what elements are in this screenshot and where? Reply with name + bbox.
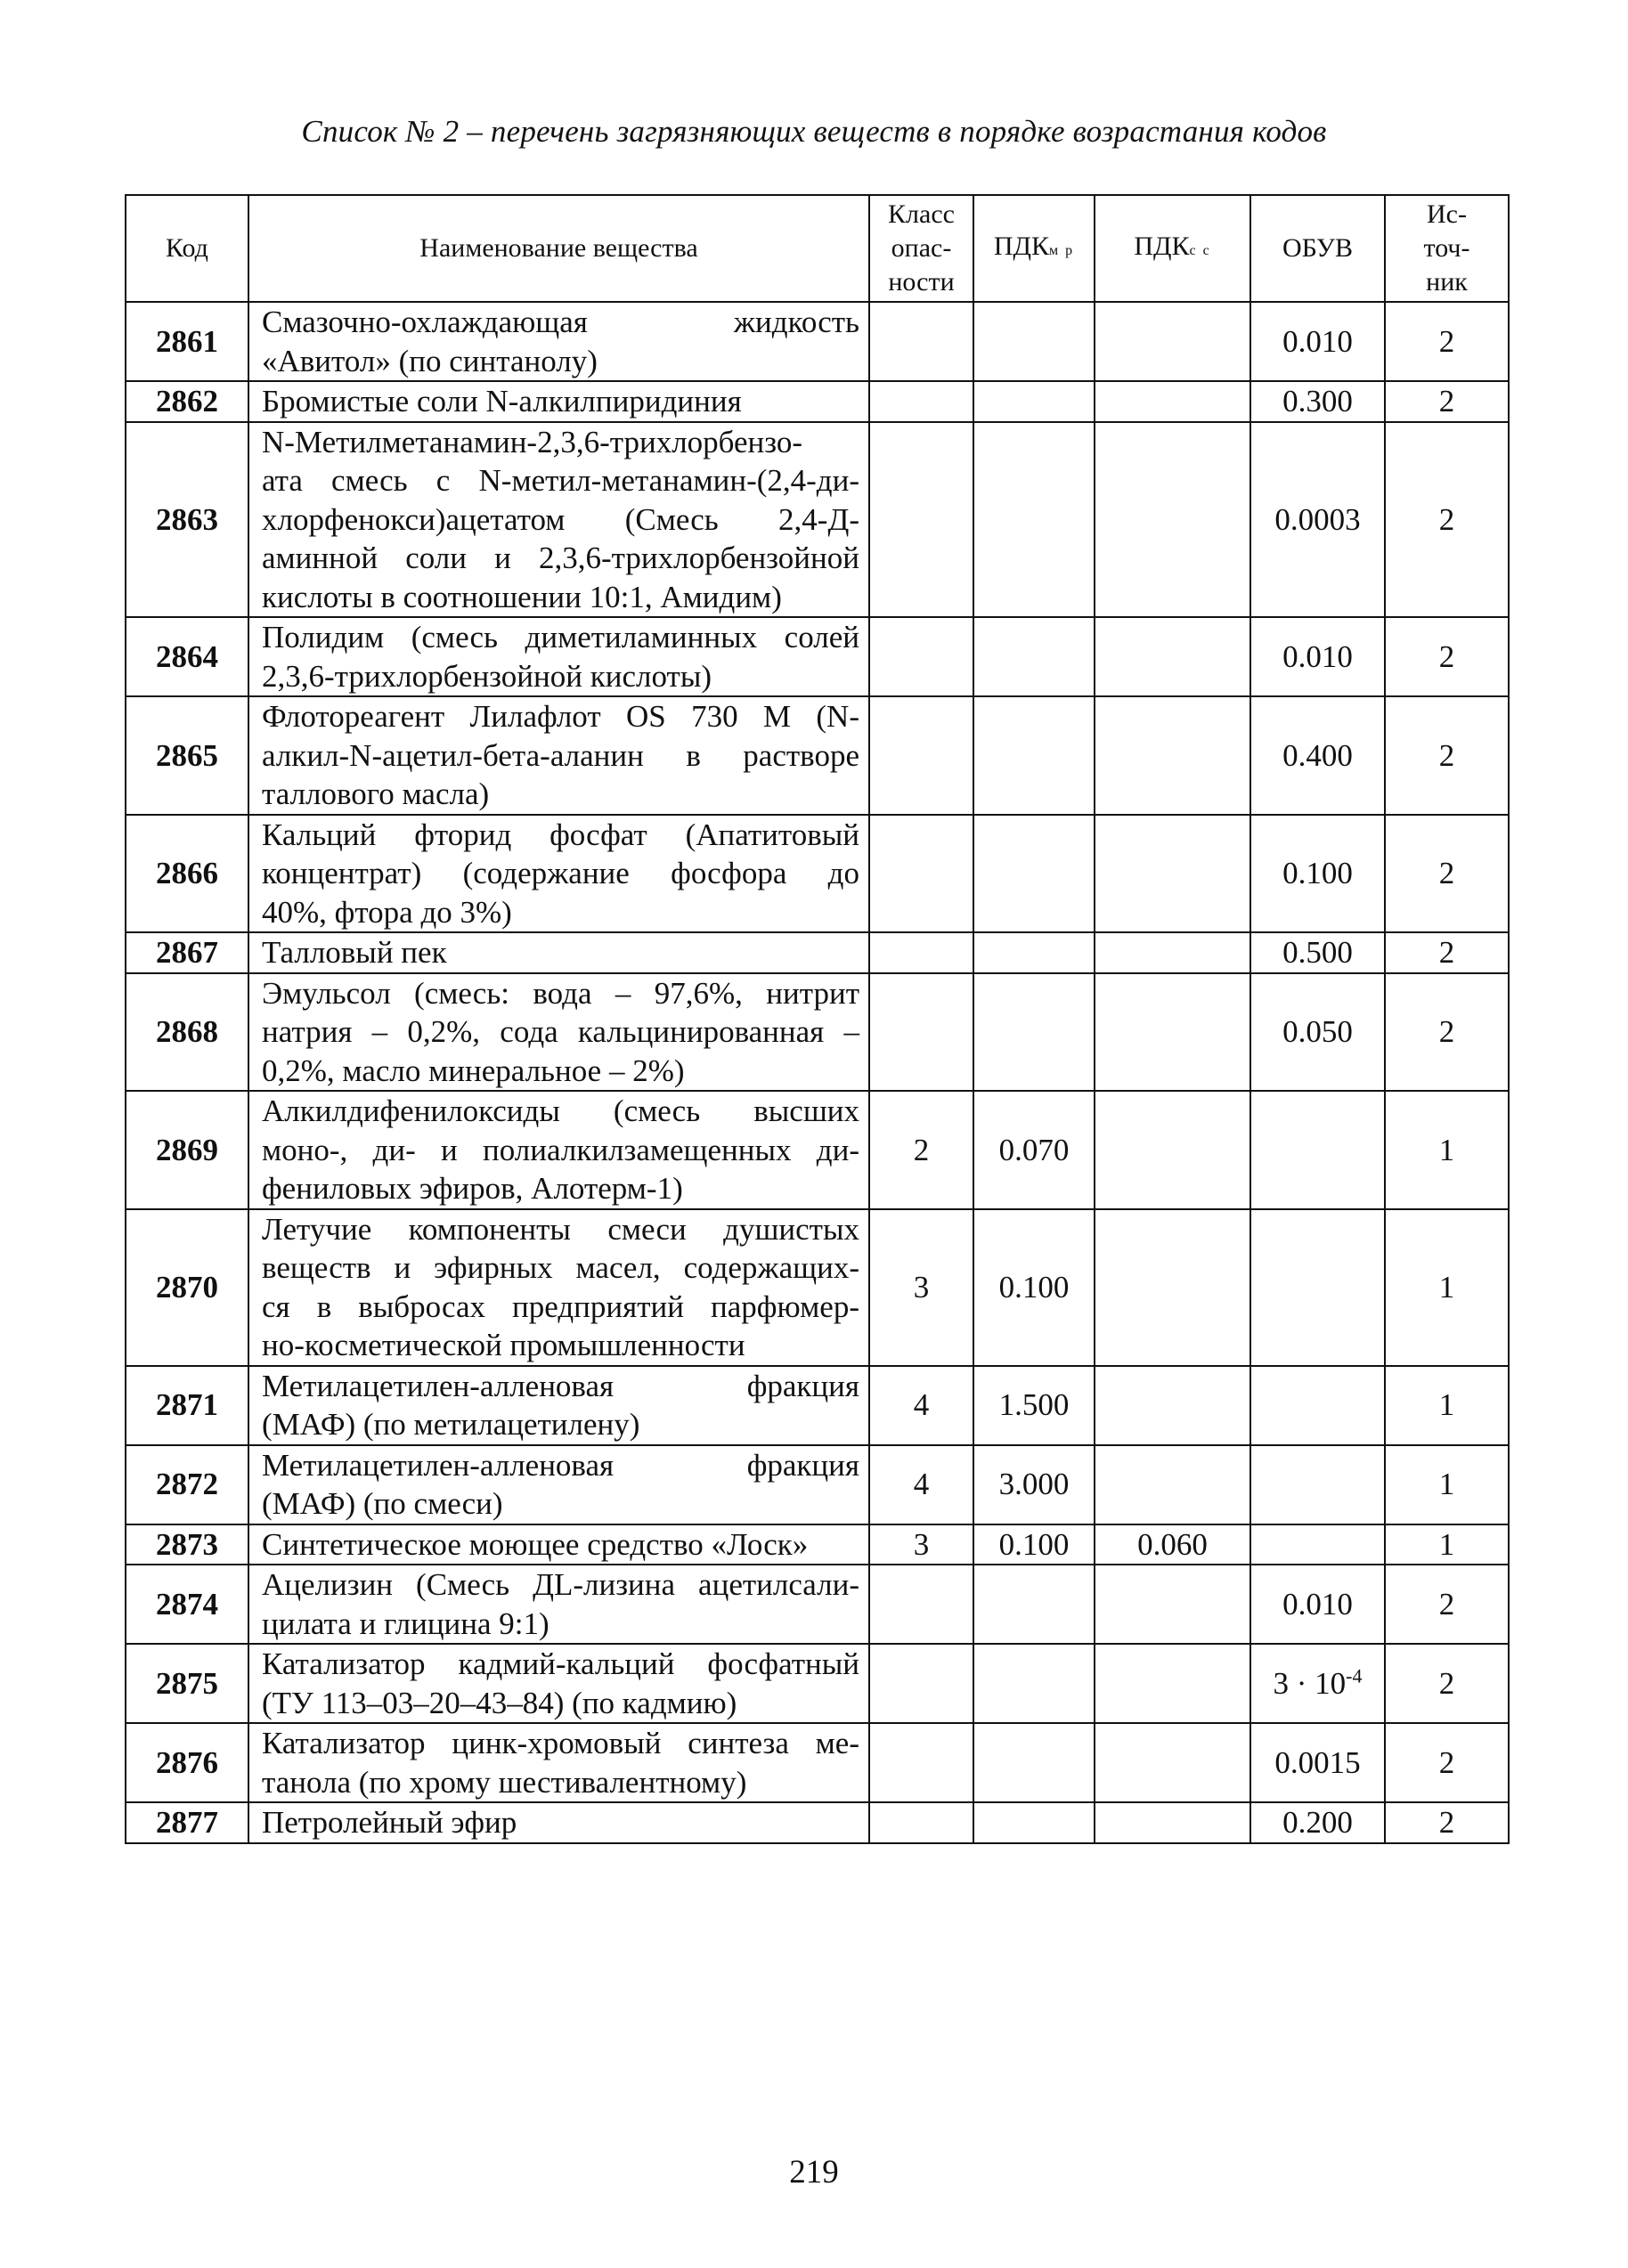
row-pdk-mr: 0.070	[973, 1091, 1095, 1209]
row-hazard-class: 4	[869, 1366, 973, 1445]
row-name	[248, 1644, 869, 1723]
row-obuv-value: 0.010	[1282, 638, 1353, 674]
row-obuv-value: 0.050	[1282, 1014, 1353, 1049]
row-name-line: танола (по хрому шестивалентному)	[262, 1764, 747, 1800]
row-pdk-mr: 0.100	[973, 1209, 1095, 1366]
row-hazard-class	[869, 617, 973, 696]
row-name-line: Бромистые соли N-алкилпиридиния	[262, 384, 742, 419]
row-obuv	[1250, 1565, 1385, 1644]
row-pdk-mr: 3.000	[973, 1445, 1095, 1524]
table-row	[126, 973, 1509, 1092]
table-row	[126, 1565, 1509, 1644]
row-pdk-mr	[973, 973, 1095, 1092]
table-row	[126, 932, 1509, 973]
row-code: 2865	[126, 696, 248, 815]
table-row	[126, 1644, 1509, 1723]
row-name-line: Полидим (смесь диметиламинных солей	[262, 620, 859, 654]
row-pdk-mr	[973, 932, 1095, 973]
row-code: 2876	[126, 1723, 248, 1802]
row-hazard-class	[869, 381, 973, 422]
row-name	[248, 815, 869, 933]
row-pdk-ss	[1095, 302, 1250, 381]
row-name	[248, 1723, 869, 1802]
row-name-line: концентрат) (содержание фосфора до	[262, 856, 859, 890]
row-name	[248, 696, 869, 815]
row-name-line: (МАФ) (по смеси)	[262, 1486, 503, 1521]
page-number: 219	[789, 2154, 839, 2191]
row-name-line: Катализатор цинк-хромовый синтеза ме-	[262, 1726, 859, 1760]
row-name-line: веществ и эфирных масел, содержащих-	[262, 1250, 859, 1285]
row-code: 2864	[126, 617, 248, 696]
row-obuv	[1250, 1445, 1385, 1524]
row-obuv-value: 0.500	[1282, 935, 1353, 970]
row-name	[248, 1802, 869, 1843]
row-pdk-ss	[1095, 815, 1250, 933]
row-source: 1	[1385, 1091, 1509, 1209]
table-row	[126, 696, 1509, 815]
row-obuv	[1250, 1366, 1385, 1445]
row-name-line: Летучие компоненты смеси душистых	[262, 1211, 859, 1247]
row-name	[248, 1445, 869, 1524]
row-hazard-class	[869, 1723, 973, 1802]
row-obuv	[1250, 302, 1385, 381]
row-source: 2	[1385, 1644, 1509, 1723]
row-pdk-ss	[1095, 1209, 1250, 1366]
row-pdk-mr	[973, 381, 1095, 422]
table-row	[126, 1366, 1509, 1445]
row-name-line: 0,2%, масло минеральное – 2%)	[262, 1053, 685, 1088]
table-row	[126, 815, 1509, 933]
row-obuv-value: 0.010	[1282, 323, 1353, 359]
row-obuv-value: 0.200	[1282, 1805, 1353, 1840]
row-pdk-mr	[973, 422, 1095, 618]
row-name-line: но-косметической промышленности	[262, 1328, 745, 1362]
table-row	[126, 1723, 1509, 1802]
row-code: 2871	[126, 1366, 248, 1445]
row-name-line: кислоты в соотношении 10:1, Амидим)	[262, 579, 782, 614]
table-row	[126, 1445, 1509, 1524]
row-hazard-class: 3	[869, 1524, 973, 1565]
row-pdk-mr	[973, 1644, 1095, 1723]
row-pdk-ss	[1095, 1802, 1250, 1843]
row-obuv	[1250, 815, 1385, 933]
row-hazard-class	[869, 815, 973, 933]
header-code: Код	[126, 195, 248, 302]
row-code: 2877	[126, 1802, 248, 1843]
row-name	[248, 1366, 869, 1445]
row-obuv-value: 0.300	[1282, 384, 1353, 419]
row-pdk-ss	[1095, 381, 1250, 422]
header-obuv: ОБУВ	[1250, 195, 1385, 302]
row-obuv	[1250, 617, 1385, 696]
row-name	[248, 1091, 869, 1209]
row-name-line: (МАФ) (по метилацетилену)	[262, 1407, 640, 1442]
row-source: 2	[1385, 302, 1509, 381]
row-pdk-mr	[973, 617, 1095, 696]
row-pdk-ss: 0.060	[1095, 1524, 1250, 1565]
row-hazard-class: 2	[869, 1091, 973, 1209]
row-code: 2867	[126, 932, 248, 973]
row-obuv	[1250, 422, 1385, 618]
page-title: Список № 2 – перечень загрязняющих веществ в порядке возрастания кодов	[301, 114, 1327, 149]
row-pdk-mr	[973, 1565, 1095, 1644]
row-pdk-ss	[1095, 1366, 1250, 1445]
row-obuv	[1250, 1802, 1385, 1843]
row-name-line: таллового масла)	[262, 776, 490, 811]
row-obuv-exponent: -4	[1346, 1664, 1363, 1687]
row-name-line: хлорфенокси)ацетатом (Смесь 2,4-Д-	[262, 501, 859, 537]
row-name-line: Катализатор кадмий-кальций фосфатный	[262, 1646, 859, 1681]
row-name-line: ата смесь с N-метил-метанамин-(2,4-ди-	[262, 463, 859, 498]
row-code: 2863	[126, 422, 248, 618]
row-name	[248, 381, 869, 422]
row-source: 2	[1385, 1565, 1509, 1644]
row-obuv-value: 0.0003	[1274, 501, 1361, 537]
row-name	[248, 302, 869, 381]
row-name-line: 40%, фтора до 3%)	[262, 894, 512, 930]
row-source: 2	[1385, 1802, 1509, 1843]
row-pdk-mr	[973, 1723, 1095, 1802]
row-name-line: натрия – 0,2%, сода кальцинированная –	[262, 1014, 859, 1049]
row-name-line: 2,3,6-трихлорбензойной кислоты)	[262, 658, 712, 694]
header-source: Ис- точ- ник	[1385, 195, 1509, 302]
row-name-line: N-Метилметанамин-2,3,6-трихлорбензо-	[262, 424, 803, 459]
row-name	[248, 973, 869, 1092]
row-code: 2873	[126, 1524, 248, 1565]
row-hazard-class	[869, 973, 973, 1092]
row-pdk-mr	[973, 302, 1095, 381]
row-name-line: Кальций фторид фосфат (Апатитовый	[262, 817, 859, 852]
table-row	[126, 1209, 1509, 1366]
row-source: 2	[1385, 696, 1509, 815]
row-obuv	[1250, 973, 1385, 1092]
row-pdk-ss	[1095, 1723, 1250, 1802]
row-name-line: Флотореагент Лилафлот OS 730 M (N-	[262, 699, 859, 734]
row-pdk-ss	[1095, 422, 1250, 618]
row-pdk-ss	[1095, 1445, 1250, 1524]
row-hazard-class	[869, 1644, 973, 1723]
row-source: 1	[1385, 1209, 1509, 1366]
table-row	[126, 381, 1509, 422]
row-name-line: Ацелизин (Смесь ДL-лизина ацетилсали-	[262, 1567, 859, 1602]
row-source: 2	[1385, 617, 1509, 696]
header-pdk-mr: ПДКм р	[973, 195, 1095, 302]
row-name-line: Смазочно-охлаждающая жидкость	[262, 305, 859, 339]
row-pdk-ss	[1095, 1565, 1250, 1644]
row-code: 2872	[126, 1445, 248, 1524]
row-hazard-class: 4	[869, 1445, 973, 1524]
row-pdk-ss	[1095, 1091, 1250, 1209]
row-obuv	[1250, 932, 1385, 973]
row-hazard-class: 3	[869, 1209, 973, 1366]
row-source: 2	[1385, 932, 1509, 973]
row-name-line: цилата и глицина 9:1)	[262, 1605, 549, 1641]
table-row	[126, 422, 1509, 618]
row-pdk-ss	[1095, 1644, 1250, 1723]
row-name-line: аминной соли и 2,3,6-трихлорбензойной	[262, 541, 859, 575]
header-pdk-ss: ПДКс с	[1095, 195, 1250, 302]
row-name-line: фениловых эфиров, Алотерм-1)	[262, 1171, 683, 1206]
row-source: 2	[1385, 1723, 1509, 1802]
table-row	[126, 1802, 1509, 1843]
row-hazard-class	[869, 302, 973, 381]
row-source: 1	[1385, 1366, 1509, 1445]
row-name-line: Петролейный эфир	[262, 1805, 517, 1840]
row-obuv-value: 0.0015	[1274, 1744, 1361, 1780]
row-name-line: Метилацетилен-алленовая фракция	[262, 1447, 859, 1483]
row-obuv	[1250, 696, 1385, 815]
row-code: 2869	[126, 1091, 248, 1209]
row-name	[248, 1209, 869, 1366]
row-source: 1	[1385, 1524, 1509, 1565]
row-obuv	[1250, 1209, 1385, 1366]
row-name	[248, 1524, 869, 1565]
row-name-line: (ТУ 113–03–20–43–84) (по кадмию)	[262, 1685, 737, 1720]
row-code: 2874	[126, 1565, 248, 1644]
table-header-row	[126, 195, 1509, 302]
row-obuv-value: 0.010	[1282, 1586, 1353, 1622]
row-obuv-value: 0.400	[1282, 737, 1353, 773]
row-pdk-ss	[1095, 696, 1250, 815]
header-hazard-class: Класс опас- ности	[869, 195, 973, 302]
row-obuv	[1250, 1723, 1385, 1802]
header-name: Наименование вещества	[248, 195, 869, 302]
row-name-line: Синтетическое моющее средство «Лоск»	[262, 1526, 809, 1562]
row-name-line: моно-, ди- и полиалкилзамещенных ди-	[262, 1132, 859, 1167]
table-row	[126, 302, 1509, 381]
row-obuv	[1250, 1644, 1385, 1723]
row-name	[248, 422, 869, 618]
row-obuv	[1250, 381, 1385, 422]
row-name	[248, 932, 869, 973]
row-pdk-mr	[973, 696, 1095, 815]
row-hazard-class	[869, 1565, 973, 1644]
row-hazard-class	[869, 696, 973, 815]
table-row	[126, 1091, 1509, 1209]
row-pdk-ss	[1095, 973, 1250, 1092]
row-hazard-class	[869, 1802, 973, 1843]
row-source: 2	[1385, 381, 1509, 422]
row-obuv	[1250, 1524, 1385, 1565]
row-code: 2862	[126, 381, 248, 422]
table-row	[126, 617, 1509, 696]
row-source: 2	[1385, 422, 1509, 618]
table-row	[126, 1524, 1509, 1565]
row-source: 2	[1385, 815, 1509, 933]
row-hazard-class	[869, 422, 973, 618]
row-pdk-mr: 1.500	[973, 1366, 1095, 1445]
row-name-line: ся в выбросах предприятий парфюмер-	[262, 1288, 859, 1324]
row-code: 2870	[126, 1209, 248, 1366]
row-source: 1	[1385, 1445, 1509, 1524]
row-name	[248, 617, 869, 696]
row-obuv-value: 3 · 10	[1273, 1665, 1347, 1701]
row-source: 2	[1385, 973, 1509, 1092]
row-pdk-ss	[1095, 932, 1250, 973]
row-code: 2866	[126, 815, 248, 933]
row-name-line: Метилацетилен-алленовая фракция	[262, 1368, 859, 1403]
row-name-line: алкил-N-ацетил-бета-аланин в растворе	[262, 737, 859, 773]
row-pdk-ss	[1095, 617, 1250, 696]
row-name	[248, 1565, 869, 1644]
row-code: 2868	[126, 973, 248, 1092]
row-pdk-mr	[973, 1802, 1095, 1843]
row-name-line: Талловый пек	[262, 935, 447, 970]
row-pdk-mr: 0.100	[973, 1524, 1095, 1565]
row-code: 2875	[126, 1644, 248, 1723]
table-body	[126, 302, 1509, 1843]
row-pdk-mr	[973, 815, 1095, 933]
row-obuv	[1250, 1091, 1385, 1209]
row-name-line: «Авитол» (по синтанолу)	[262, 343, 598, 378]
row-code: 2861	[126, 302, 248, 381]
row-name-line: Алкилдифенилоксиды (смесь высших	[262, 1093, 859, 1128]
pollutants-table	[125, 194, 1510, 1844]
row-name-line: Эмульсол (смесь: вода – 97,6%, нитрит	[262, 975, 859, 1011]
row-hazard-class	[869, 932, 973, 973]
row-obuv-value: 0.100	[1282, 856, 1353, 890]
